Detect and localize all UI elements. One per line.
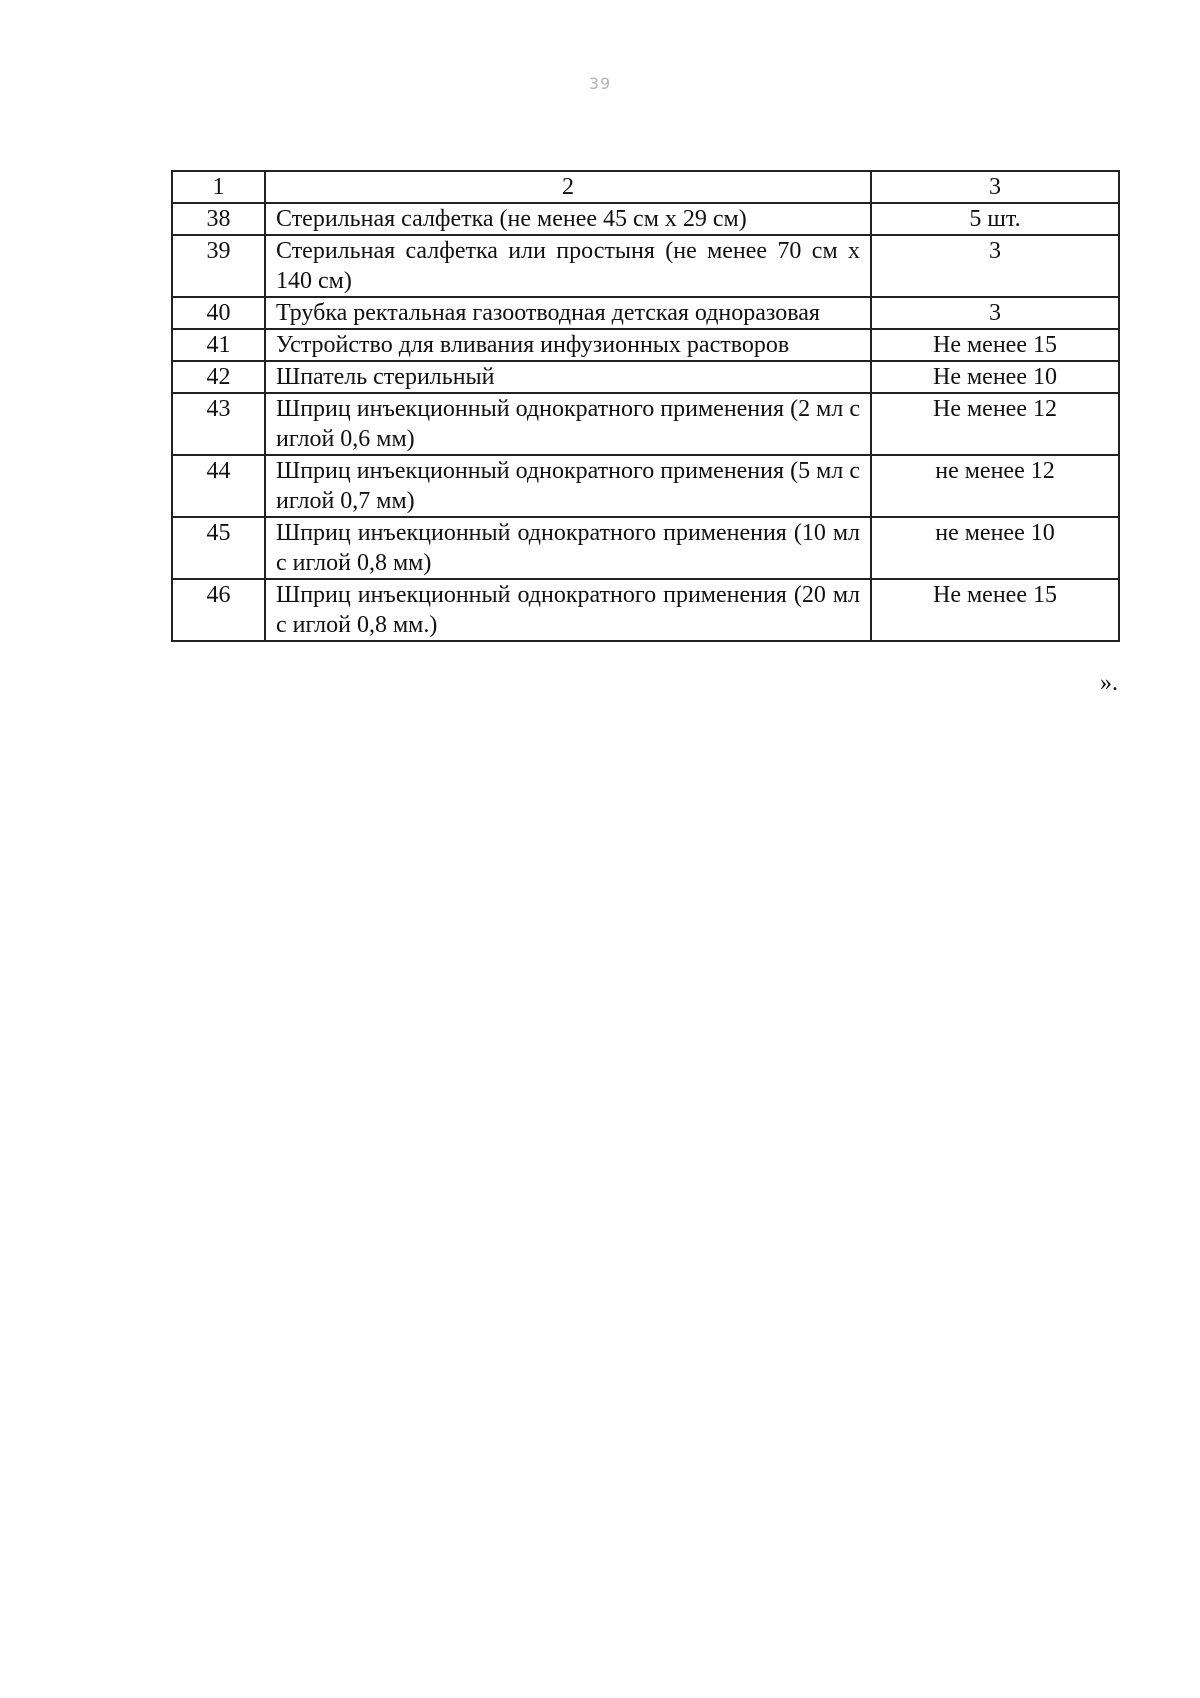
- row-number: 46: [172, 579, 265, 641]
- item-quantity: 3: [871, 235, 1119, 297]
- row-number: 39: [172, 235, 265, 297]
- item-quantity: 5 шт.: [871, 203, 1119, 235]
- item-quantity: Не менее 15: [871, 579, 1119, 641]
- row-number: 40: [172, 297, 265, 329]
- supplies-table: [171, 170, 1120, 642]
- item-quantity: Не менее 10: [871, 361, 1119, 393]
- header-cell-1: 1: [172, 171, 265, 203]
- item-quantity: Не менее 15: [871, 329, 1119, 361]
- item-quantity: не менее 10: [871, 517, 1119, 579]
- item-quantity: Не менее 12: [871, 393, 1119, 455]
- item-name: Стерильная салфетка или простыня (не менее 70 см х 140 см): [265, 235, 871, 297]
- table-row: [172, 297, 1119, 329]
- table-header-row: [172, 171, 1119, 203]
- table-row: [172, 235, 1119, 297]
- header-cell-2: 2: [265, 171, 871, 203]
- item-quantity: 3: [871, 297, 1119, 329]
- closing-quote: ».: [1100, 670, 1118, 696]
- row-number: 42: [172, 361, 265, 393]
- item-name: Шприц инъекционный однократного применения (10 мл с иглой 0,8 мм): [265, 517, 871, 579]
- table-row: [172, 455, 1119, 517]
- row-number: 38: [172, 203, 265, 235]
- item-name: Стерильная салфетка (не менее 45 см х 29 см): [265, 203, 871, 235]
- table-row: [172, 579, 1119, 641]
- row-number: 41: [172, 329, 265, 361]
- item-quantity: не менее 12: [871, 455, 1119, 517]
- header-cell-3: 3: [871, 171, 1119, 203]
- item-name: Шпатель стерильный: [265, 361, 871, 393]
- row-number: 44: [172, 455, 265, 517]
- item-name: Трубка ректальная газоотводная детская одноразовая: [265, 297, 871, 329]
- page-number: 39: [588, 74, 612, 93]
- item-name: Шприц инъекционный однократного применения (2 мл с иглой 0,6 мм): [265, 393, 871, 455]
- table-row: [172, 203, 1119, 235]
- table-row: [172, 393, 1119, 455]
- row-number: 45: [172, 517, 265, 579]
- row-number: 43: [172, 393, 265, 455]
- table-row: [172, 517, 1119, 579]
- table-row: [172, 361, 1119, 393]
- item-name: Шприц инъекционный однократного применения (20 мл с иглой 0,8 мм.): [265, 579, 871, 641]
- item-name: Шприц инъекционный однократного применения (5 мл с иглой 0,7 мм): [265, 455, 871, 517]
- item-name: Устройство для вливания инфузионных растворов: [265, 329, 871, 361]
- table-row: [172, 329, 1119, 361]
